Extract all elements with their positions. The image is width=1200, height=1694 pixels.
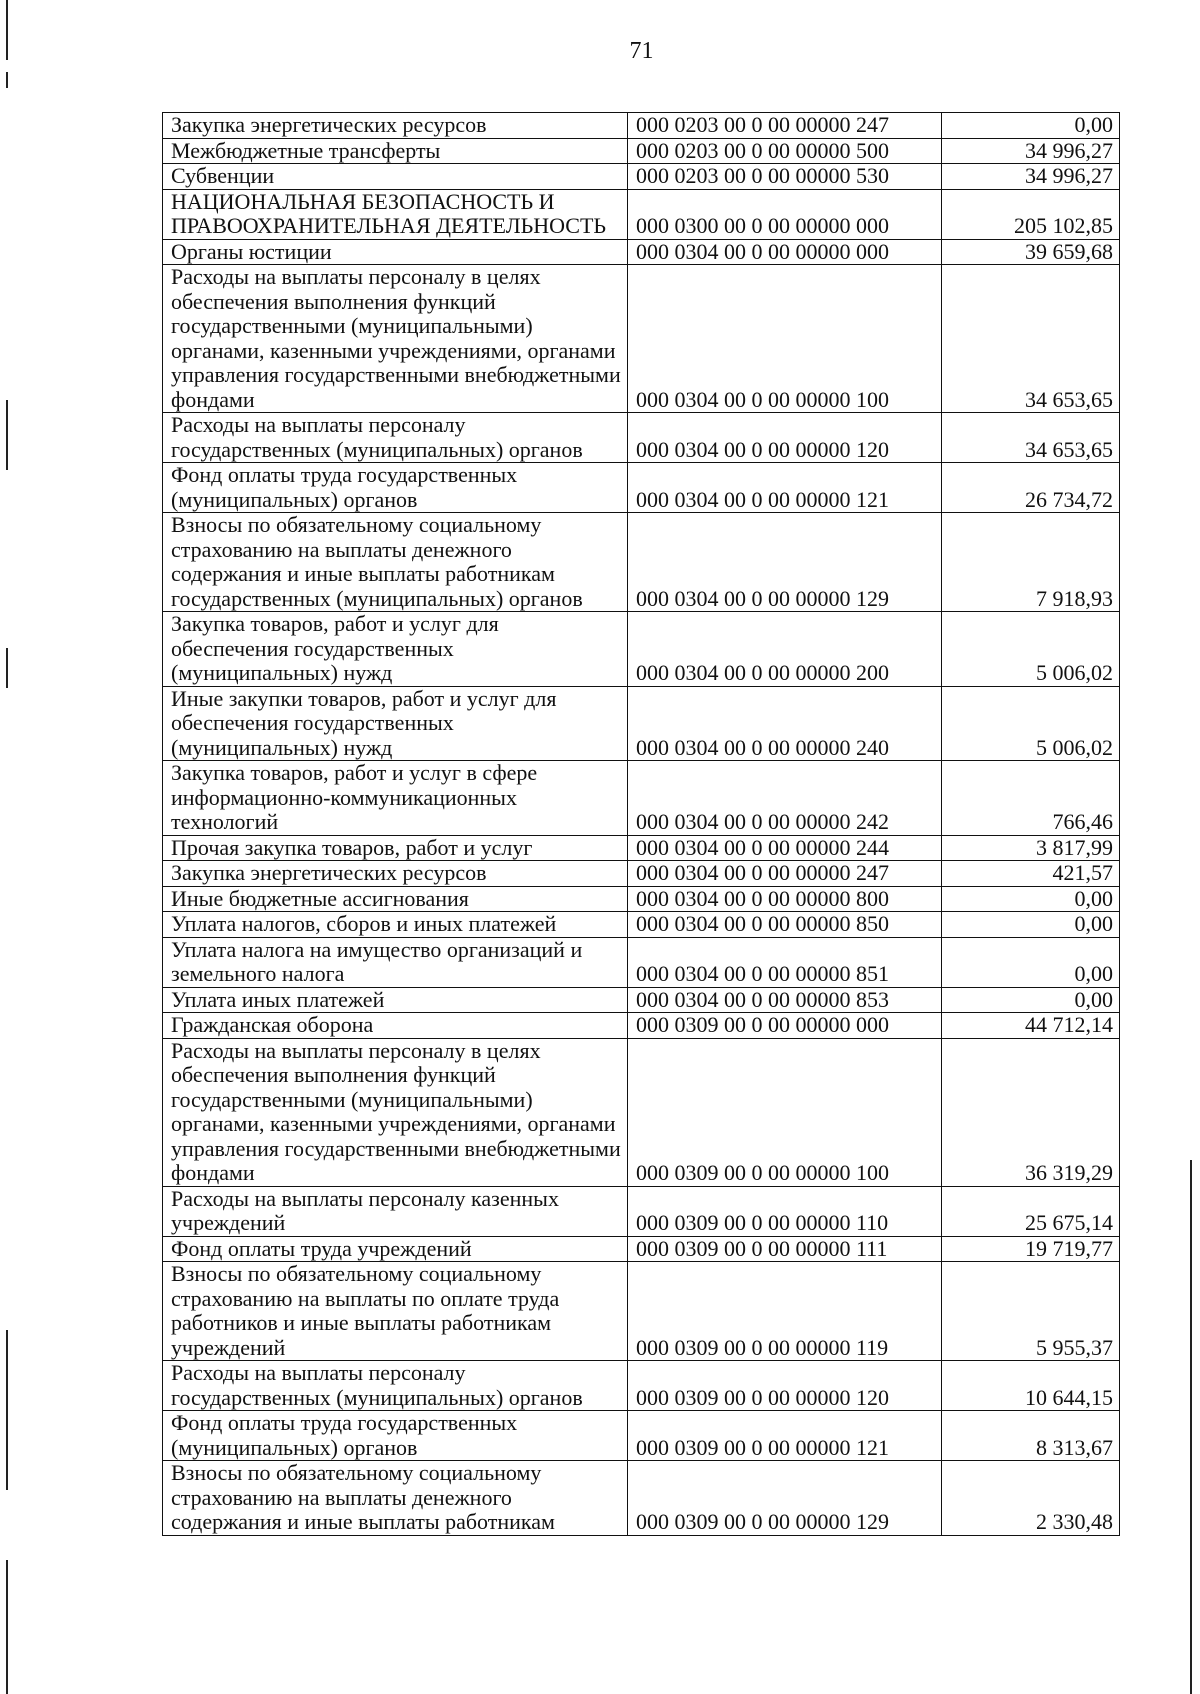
table-row xyxy=(163,835,1120,861)
budget-code-cell: 000 0203 00 0 00 00000 247 xyxy=(628,113,942,139)
table-row xyxy=(163,413,1120,463)
budget-code-cell: 000 0203 00 0 00 00000 530 xyxy=(628,164,942,190)
amount-cell: 34 996,27 xyxy=(942,164,1120,190)
amount-cell: 26 734,72 xyxy=(942,463,1120,513)
amount-cell: 5 955,37 xyxy=(942,1262,1120,1361)
table-row xyxy=(163,987,1120,1013)
expense-name-cell: Закупка товаров, работ и услуг в сфере информационно-коммуникационных технологий xyxy=(163,761,628,836)
expense-name-cell: НАЦИОНАЛЬНАЯ БЕЗОПАСНОСТЬ И ПРАВООХРАНИТЕЛЬНАЯ ДЕЯТЕЛЬНОСТЬ xyxy=(163,189,628,239)
table-row xyxy=(163,189,1120,239)
table-row xyxy=(163,937,1120,987)
budget-code-cell: 000 0304 00 0 00 00000 120 xyxy=(628,413,942,463)
budget-code-cell: 000 0309 00 0 00 00000 129 xyxy=(628,1461,942,1536)
budget-code-cell: 000 0304 00 0 00 00000 853 xyxy=(628,987,942,1013)
table-row xyxy=(163,1361,1120,1411)
table-row xyxy=(163,861,1120,887)
expense-name-cell: Взносы по обязательному социальному страхованию на выплаты по оплате труда работников и иные выплаты работникам учреждений xyxy=(163,1262,628,1361)
amount-cell: 0,00 xyxy=(942,886,1120,912)
budget-code-cell: 000 0304 00 0 00 00000 129 xyxy=(628,513,942,612)
expense-name-cell: Взносы по обязательному социальному страхованию на выплаты денежного содержания и иные выплаты работникам xyxy=(163,1461,628,1536)
scan-mark xyxy=(6,400,8,470)
budget-table-body xyxy=(163,113,1120,1536)
expense-name-cell: Закупка энергетических ресурсов xyxy=(163,113,628,139)
table-row xyxy=(163,1411,1120,1461)
budget-code-cell: 000 0309 00 0 00 00000 111 xyxy=(628,1236,942,1262)
amount-cell: 34 653,65 xyxy=(942,265,1120,413)
amount-cell: 2 330,48 xyxy=(942,1461,1120,1536)
table-row xyxy=(163,463,1120,513)
amount-cell: 19 719,77 xyxy=(942,1236,1120,1262)
budget-code-cell: 000 0304 00 0 00 00000 000 xyxy=(628,239,942,265)
amount-cell: 0,00 xyxy=(942,113,1120,139)
expense-name-cell: Иные закупки товаров, работ и услуг для обеспечения государственных (муниципальных) нужд xyxy=(163,686,628,761)
budget-code-cell: 000 0304 00 0 00 00000 240 xyxy=(628,686,942,761)
budget-code-cell: 000 0304 00 0 00 00000 851 xyxy=(628,937,942,987)
amount-cell: 5 006,02 xyxy=(942,686,1120,761)
expense-name-cell: Расходы на выплаты персоналу в целях обеспечения выполнения функций государственными (муниципальными) органами, казенными учреждениями, органами управления государственными внебюджетными фондами xyxy=(163,265,628,413)
budget-code-cell: 000 0304 00 0 00 00000 247 xyxy=(628,861,942,887)
table-row xyxy=(163,1236,1120,1262)
amount-cell: 39 659,68 xyxy=(942,239,1120,265)
table-row xyxy=(163,113,1120,139)
amount-cell: 0,00 xyxy=(942,937,1120,987)
amount-cell: 421,57 xyxy=(942,861,1120,887)
expense-name-cell: Расходы на выплаты персоналу казенных учреждений xyxy=(163,1186,628,1236)
expense-name-cell: Расходы на выплаты персоналу государственных (муниципальных) органов xyxy=(163,1361,628,1411)
amount-cell: 0,00 xyxy=(942,987,1120,1013)
budget-code-cell: 000 0309 00 0 00 00000 000 xyxy=(628,1013,942,1039)
table-row xyxy=(163,912,1120,938)
expense-name-cell: Органы юстиции xyxy=(163,239,628,265)
table-row xyxy=(163,686,1120,761)
scan-mark xyxy=(1190,1160,1192,1694)
expense-name-cell: Уплата иных платежей xyxy=(163,987,628,1013)
scan-mark xyxy=(6,72,8,88)
amount-cell: 205 102,85 xyxy=(942,189,1120,239)
expense-name-cell: Фонд оплаты труда государственных (муниципальных) органов xyxy=(163,1411,628,1461)
amount-cell: 34 653,65 xyxy=(942,413,1120,463)
expense-name-cell: Межбюджетные трансферты xyxy=(163,138,628,164)
scan-mark xyxy=(6,648,8,688)
expense-name-cell: Взносы по обязательному социальному страхованию на выплаты денежного содержания и иные выплаты работникам государственных (муниципальных) органов xyxy=(163,513,628,612)
budget-code-cell: 000 0300 00 0 00 00000 000 xyxy=(628,189,942,239)
budget-code-cell: 000 0309 00 0 00 00000 110 xyxy=(628,1186,942,1236)
table-row xyxy=(163,1461,1120,1536)
amount-cell: 25 675,14 xyxy=(942,1186,1120,1236)
amount-cell: 34 996,27 xyxy=(942,138,1120,164)
table-row xyxy=(163,1038,1120,1186)
budget-code-cell: 000 0309 00 0 00 00000 119 xyxy=(628,1262,942,1361)
budget-code-cell: 000 0309 00 0 00 00000 120 xyxy=(628,1361,942,1411)
expense-name-cell: Иные бюджетные ассигнования xyxy=(163,886,628,912)
expense-name-cell: Гражданская оборона xyxy=(163,1013,628,1039)
expense-name-cell: Уплата налога на имущество организаций и земельного налога xyxy=(163,937,628,987)
table-row xyxy=(163,886,1120,912)
amount-cell: 36 319,29 xyxy=(942,1038,1120,1186)
table-row xyxy=(163,1013,1120,1039)
table-row xyxy=(163,239,1120,265)
budget-table xyxy=(162,112,1120,1536)
table-row xyxy=(163,513,1120,612)
expense-name-cell: Закупка товаров, работ и услуг для обеспечения государственных (муниципальных) нужд xyxy=(163,612,628,687)
budget-code-cell: 000 0203 00 0 00 00000 500 xyxy=(628,138,942,164)
table-row xyxy=(163,761,1120,836)
budget-code-cell: 000 0304 00 0 00 00000 242 xyxy=(628,761,942,836)
amount-cell: 3 817,99 xyxy=(942,835,1120,861)
table-row xyxy=(163,164,1120,190)
amount-cell: 8 313,67 xyxy=(942,1411,1120,1461)
expense-name-cell: Фонд оплаты труда государственных (муниципальных) органов xyxy=(163,463,628,513)
expense-name-cell: Субвенции xyxy=(163,164,628,190)
budget-code-cell: 000 0304 00 0 00 00000 121 xyxy=(628,463,942,513)
table-row xyxy=(163,265,1120,413)
budget-code-cell: 000 0309 00 0 00 00000 121 xyxy=(628,1411,942,1461)
amount-cell: 10 644,15 xyxy=(942,1361,1120,1411)
expense-name-cell: Расходы на выплаты персоналу в целях обеспечения выполнения функций государственными (муниципальными) органами, казенными учреждениями, органами управления государственными внебюджетными фондами xyxy=(163,1038,628,1186)
amount-cell: 0,00 xyxy=(942,912,1120,938)
expense-name-cell: Фонд оплаты труда учреждений xyxy=(163,1236,628,1262)
amount-cell: 766,46 xyxy=(942,761,1120,836)
expense-name-cell: Уплата налогов, сборов и иных платежей xyxy=(163,912,628,938)
amount-cell: 44 712,14 xyxy=(942,1013,1120,1039)
expense-name-cell: Закупка энергетических ресурсов xyxy=(163,861,628,887)
expense-name-cell: Прочая закупка товаров, работ и услуг xyxy=(163,835,628,861)
table-row xyxy=(163,1262,1120,1361)
scan-mark xyxy=(6,1560,8,1694)
budget-code-cell: 000 0304 00 0 00 00000 800 xyxy=(628,886,942,912)
amount-cell: 7 918,93 xyxy=(942,513,1120,612)
budget-code-cell: 000 0304 00 0 00 00000 850 xyxy=(628,912,942,938)
scan-mark xyxy=(6,1330,8,1490)
amount-cell: 5 006,02 xyxy=(942,612,1120,687)
scan-mark xyxy=(6,0,8,60)
expense-name-cell: Расходы на выплаты персоналу государственных (муниципальных) органов xyxy=(163,413,628,463)
table-row xyxy=(163,612,1120,687)
table-row xyxy=(163,1186,1120,1236)
table-row xyxy=(163,138,1120,164)
budget-code-cell: 000 0304 00 0 00 00000 200 xyxy=(628,612,942,687)
budget-code-cell: 000 0304 00 0 00 00000 100 xyxy=(628,265,942,413)
budget-code-cell: 000 0304 00 0 00 00000 244 xyxy=(628,835,942,861)
budget-code-cell: 000 0309 00 0 00 00000 100 xyxy=(628,1038,942,1186)
page-number: 71 xyxy=(629,38,654,64)
